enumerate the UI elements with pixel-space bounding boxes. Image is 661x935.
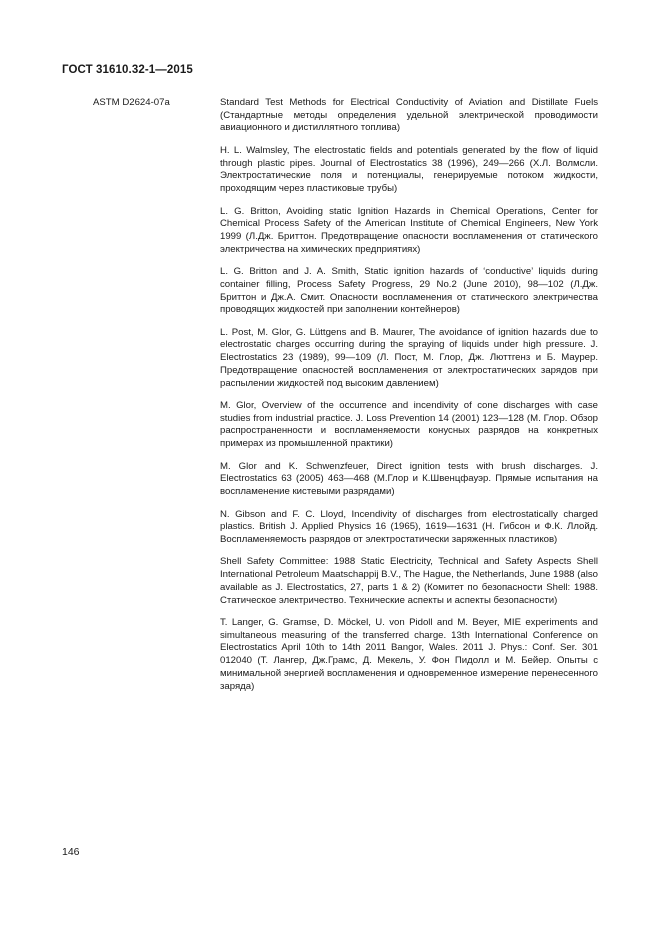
reference-entry: Standard Test Methods for Electrical Conductivity of Aviation and Distillate Fuels (Стандартные методы определения удельной электрической проводимости авиационного и дистиллятного топлива) bbox=[220, 97, 598, 134]
bibliography-row bbox=[93, 97, 598, 703]
page-number: 146 bbox=[62, 846, 80, 858]
reference-list bbox=[220, 97, 598, 703]
bibliography-section bbox=[93, 97, 598, 703]
reference-entry: L. G. Britton, Avoiding static Ignition Hazards in Chemical Operations, Center for Chemical Process Safety of the American Institute of Chemical Engineers, New York 1999 (Л.Дж. Бриттон. Предотвращение опасности воспламенения от статического электричества на химических предприятиях) bbox=[220, 205, 598, 255]
reference-entry: L. Post, M. Glor, G. Lüttgens and B. Maurer, The avoidance of ignition hazards due to electrostatic charges occurring during the spraying of liquids under high pressure. J. Electrostatics 23 (1989), 99—109 (Л. Пост, М. Глор, Дж. Люттгенз и Б. Маурер. Предотвращение опасностей воспламенения от электростатических зарядов при распылении жидкостей под высоким давлением) bbox=[220, 326, 598, 389]
reference-entry: L. G. Britton and J. A. Smith, Static ignition hazards of ‘conductive’ liquids during container filling, Process Safety Progress, 29 No.2 (June 2010), 98—102 (Л.Дж. Бриттон и Дж.А. Смит. Опасности воспламенения от статического электричества проводящих жидкостей при заполнении контейнеров) bbox=[220, 266, 598, 316]
reference-entry: H. L. Walmsley, The electrostatic fields and potentials generated by the flow of liquid through plastic pipes. Journal of Electrostatics 38 (1996), 249—266 (Х.Л. Волмсли. Электростатические поля и потенциалы, генерируемые потоком жидкости, проходящим через пластиковые трубы) bbox=[220, 144, 598, 195]
reference-entry: N. Gibson and F. C. Lloyd, Incendivity of discharges from electrostatically charged plastics. British J. Applied Physics 16 (1965), 1619—1631 (Н. Гибсон и Ф.К. Ллойд. Воспламеняемость разрядов от электростатически заряженных пластиков) bbox=[220, 508, 598, 545]
reference-entry: M. Glor and K. Schwenzfeuer, Direct ignition tests with brush discharges. J. Electrostatics 63 (2005) 463—468 (М.Глор и К.Швенцфауэр. Прямые испытания на воспламенение кистевыми разрядами) bbox=[220, 460, 598, 498]
reference-entry: Shell Safety Committee: 1988 Static Electricity, Technical and Safety Aspects Shell International Petroleum Maatschappij B.V., The Hague, the Netherlands, June 1988 (also available as J. Electrostatics, 27, parts 1 & 2) (Комитет по безопасности Shell: 1988. Статическое электричество. Технические аспекты и аспекты безопасности) bbox=[220, 556, 598, 606]
document-header: ГОСТ 31610.32-1—2015 bbox=[62, 64, 193, 76]
reference-entry: T. Langer, G. Gramse, D. Möckel, U. von Pidoll and M. Beyer, MIE experiments and simultaneous measuring of the transferred charge. 13th International Conference on Electrostatics April 10th to 14th 2011 Bangor, Wales. 2011 J. Phys.: Conf. Ser. 301 012040 (Т. Лангер, Дж.Грамс, Д. Мекель, У. Фон Пидолл и М. Бейер. Опыты с минимальной энергией воспламенения и одновременное измерение перенесенного заряда) bbox=[220, 617, 598, 692]
standard-designation: ASTM D2624-07a bbox=[93, 97, 170, 108]
reference-entry: M. Glor, Overview of the occurrence and incendivity of cone discharges with case studies from industrial practice. J. Loss Prevention 14 (2001) 123—128 (М. Глор. Обзор распространенности и воспламеняемости конусных разрядов на конкретных примерах из промышленной практики) bbox=[220, 400, 598, 450]
